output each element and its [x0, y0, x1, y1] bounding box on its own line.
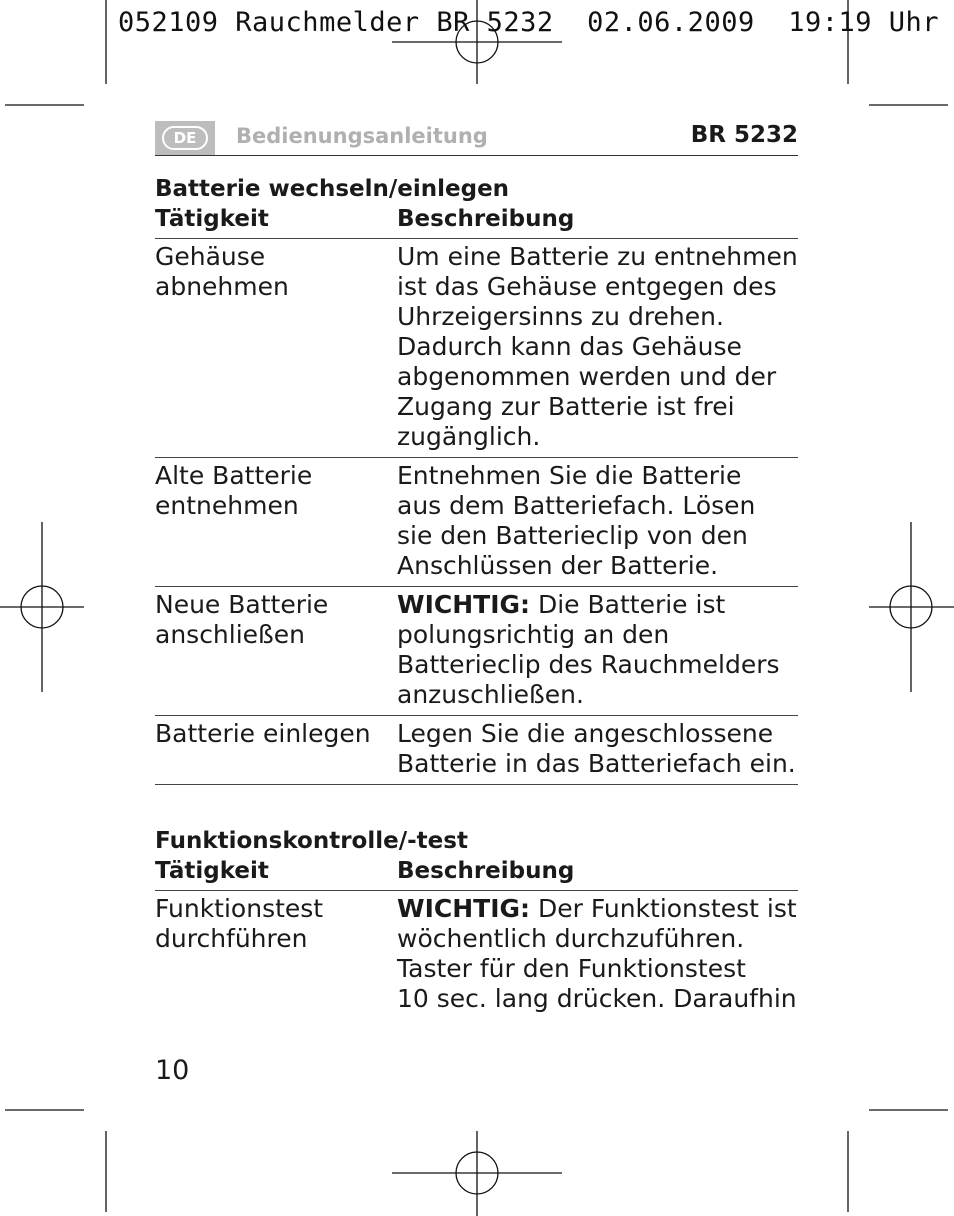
important-label: WICHTIG:: [397, 894, 531, 923]
row-description: Um eine Batterie zu entnehmen ist das Gehäuse entgegen des Uhrzeigersinns zu drehen. Dadurch kann das Gehäuse abgenommen werden und der Zugang zur Batterie ist frei zugänglich.: [397, 242, 798, 451]
row-activity: Gehäuse abnehmen: [155, 242, 289, 301]
page-number: 10: [155, 1055, 190, 1086]
column-header-activity: Tätigkeit: [155, 206, 269, 232]
row-description: Die Batterie ist polungsrichtig an den Batterieclip des Rauchmelders anzuschließen.: [397, 590, 780, 709]
header-divider: [155, 155, 798, 156]
row-description-container: [397, 894, 798, 1014]
row-activity: Neue Batterie anschließen: [155, 590, 329, 649]
row-description: Legen Sie die angeschlossene Batterie in das Batteriefach ein.: [397, 719, 796, 778]
table-row: [155, 586, 798, 715]
section-title: Funktionskontrolle/-test: [155, 828, 468, 854]
row-activity: Funktionstest durchführen: [155, 894, 324, 953]
section-title: Batterie wechseln/einlegen: [155, 176, 510, 202]
column-header-activity: Tätigkeit: [155, 858, 269, 884]
column-header-description: Beschreibung: [397, 858, 575, 884]
table-header: [155, 856, 798, 886]
language-badge: [155, 121, 215, 155]
table-row: [155, 715, 798, 785]
row-description-container: [397, 590, 798, 710]
row-activity: Alte Batterie entnehmen: [155, 461, 313, 520]
row-description: Entnehmen Sie die Batterie aus dem Batteriefach. Lösen sie den Batterieclip von den Anschlüssen der Batterie.: [397, 461, 756, 580]
row-activity: Batterie einlegen: [155, 719, 371, 748]
table-header: [155, 204, 798, 234]
important-label: WICHTIG:: [397, 590, 531, 619]
row-description: Der Funktionstest ist wöchentlich durchzuführen. Taster für den Funktionstest 10 sec. lang drücken. Daraufhin: [397, 894, 797, 1013]
table-row: [155, 238, 798, 457]
header-title: Bedienungsanleitung: [236, 124, 488, 148]
print-slug-line: 052109 Rauchmelder BR 5232 02.06.2009 19:19 Uhr: [118, 7, 940, 38]
table-row: [155, 457, 798, 586]
table-row: [155, 890, 798, 1019]
header-model: BR 5232: [690, 122, 798, 148]
column-header-description: Beschreibung: [397, 206, 575, 232]
language-badge-label: DE: [162, 126, 209, 150]
function-test-section: [155, 826, 798, 1019]
battery-section: [155, 174, 798, 785]
